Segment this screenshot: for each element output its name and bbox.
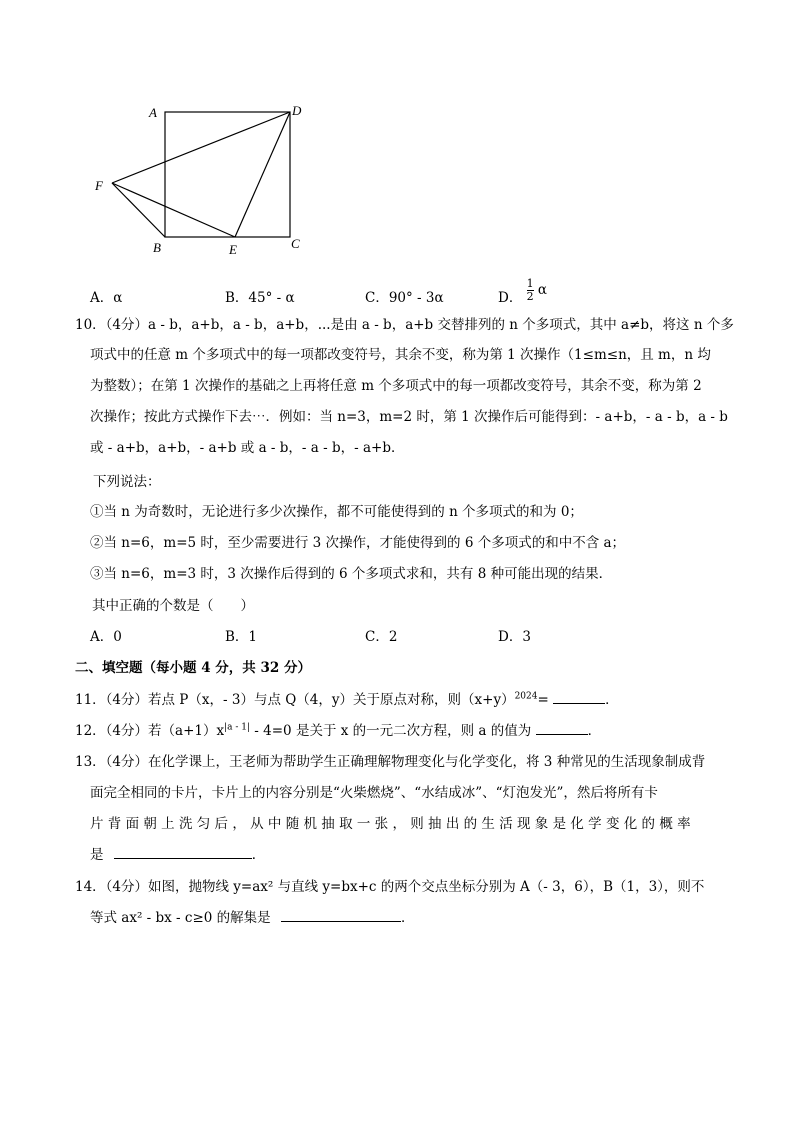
q11-equals: = [537,692,549,708]
segment-fe [112,183,235,237]
q12-tail: - 4=0 是关于 x 的一元二次方程，则 a 的值为 [250,723,532,739]
q12-exponent: |a - 1| [224,722,251,733]
q10-line-2: 项式中的任意 m 个多项式中的每一项都改变符号，其余不变，称为第 1 次操作（1≤m≤n，且 m，n 均 [90,347,711,363]
q14-line-2-prefix: 等式 ax² - bx - c≥0 的解集是 [90,910,271,926]
q9-option-a: A．α [90,290,123,306]
q12-answer-blank[interactable] [536,722,588,735]
square-triangle-diagram [85,95,315,265]
fraction-denominator: 2 [526,289,534,303]
q11-text: 11．（4分）若点 P（x，- 3）与点 Q（4，y）关于原点对称，则（x+y） [75,692,515,708]
q9-option-d-prefix: D． [498,290,523,306]
q12-end: ． [587,723,602,739]
q10-line-5: 或 - a+b，a+b，- a+b 或 a - b，- a - b，- a+b． [90,440,405,456]
label-f: F [95,178,103,193]
q13-line-1: 13．（4分）在化学课上，王老师为帮助学生正确理解物理变化与化学变化，将 3 种常见的生活现象制成背 [75,754,706,770]
q14-line-2 [90,906,414,926]
q9-option-d [498,274,547,306]
q9-option-c: C．90° - 3α [365,290,444,306]
q9-option-d-fraction [527,278,534,303]
label-d: D [292,103,302,118]
q14-line-1: 14．（4分）如图，抛物线 y=ax² 与直线 y=bx+c 的两个交点坐标分别为 A（- 3，6），B（1，3），则不 [75,879,705,895]
q13-line-4 [90,843,265,863]
label-b: B [153,240,161,255]
q10-option-a: A．0 [90,629,122,645]
q12-text: 12．（4分）若（a+1）x [75,723,225,739]
q11-exponent: 2024 [514,691,538,702]
q13-answer-blank[interactable] [114,846,252,859]
q10-line-3: 为整数）；在第 1 次操作的基础之上再将任意 m 个多项式中的每一项都改变符号，其余不变，称为第 2 [90,378,702,394]
q10-question: 其中正确的个数是（ ） [92,598,254,614]
square-abcd [165,112,290,237]
q10-statement-3: ③当 n=6，m=3 时，3 次操作后得到的 6 个多项式求和，共有 8 种可能出现的结果． [90,566,613,582]
q11-end: ． [605,692,619,708]
q13-line-2: 面完全相同的卡片，卡片上的内容分别是“火柴燃烧”、“水结成冰”、“灯泡发光”，然后将所有卡 [90,785,658,801]
label-c: C [291,236,300,251]
label-e: E [229,242,237,257]
q13-line-3: 片 背 面 朝 上 洗 匀 后 ， 从 中 随 机 抽 取 一 张 ， 则 抽 出 的 生 活 现 象 是 化 学 变 化 的 概 率 [90,816,691,832]
q10-line-4: 次操作；按此方式操作下去⋯．例如：当 n=3，m=2 时，第 1 次操作后可能得到：- a+b，- a - b，a - b [90,409,728,425]
q10-option-d: D．3 [498,629,531,645]
q14-answer-blank[interactable] [281,909,401,922]
q10-line-1: 10．（4分）a - b，a+b，a - b，a+b，...是由 a - b，a+b 交替排列的 n 个多项式，其中 a≠b，将这 n 个多 [75,317,734,333]
section-heading: 二、填空题（每小题 4 分，共 32 分） [75,660,311,676]
q13-line-4-prefix: 是 [90,847,104,863]
q12 [75,719,601,739]
fraction-numerator: 1 [526,276,534,290]
q9-option-d-suffix: α [537,282,548,298]
q11-answer-blank[interactable] [553,691,605,704]
q13-end: ． [251,847,266,863]
q10-statement-2: ②当 n=6，m=5 时，至少需要进行 3 次操作，才能使得到的 6 个多项式的和中不含 a； [90,535,626,551]
q10-intro: 下列说法： [93,474,161,490]
q9-option-b: B．45° - α [225,290,295,306]
q10-option-c: C．2 [365,629,398,645]
q11 [75,688,619,708]
segment-fb [112,183,165,237]
geometry-figure [85,95,315,265]
q10-statement-1: ①当 n 为奇数时，无论进行多少次操作，都不可能使得到的 n 个多项式的和为 0； [90,504,583,520]
label-a: A [149,105,157,120]
q10-option-b: B．1 [225,629,258,645]
q14-end: ． [400,910,415,926]
